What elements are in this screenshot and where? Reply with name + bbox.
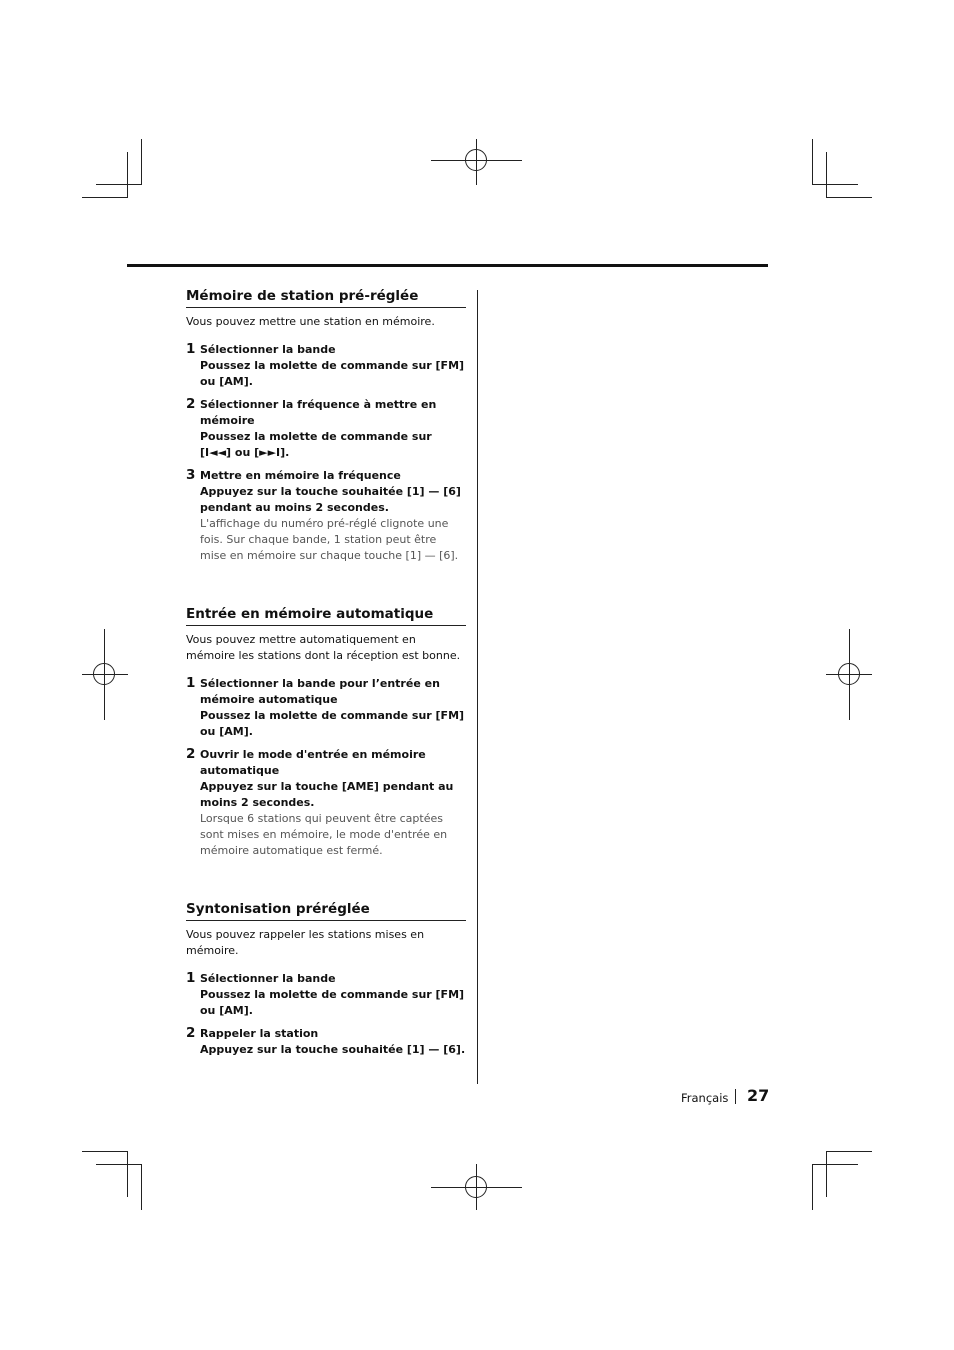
step-action: Appuyez sur la touche souhaitée [1] — [6] pendant au moins 2 secondes. xyxy=(200,485,461,514)
step-title: Mettre en mémoire la fréquence xyxy=(200,469,401,482)
step-number: 2 xyxy=(186,396,196,412)
footer-separator xyxy=(735,1089,736,1104)
page-number: 27 xyxy=(747,1086,770,1105)
step-action: Appuyez sur la touche souhaitée [1] — [6]. xyxy=(200,1043,466,1056)
step-action: Poussez la molette de commande sur [FM] ou [AM]. xyxy=(200,988,465,1017)
step-action: Poussez la molette de commande sur [FM] ou [AM]. xyxy=(200,359,465,388)
section-intro: Vous pouvez mettre automatiquement en mémoire les stations dont la réception est bonne. xyxy=(186,633,461,662)
section-intro: Vous pouvez mettre une station en mémoire. xyxy=(186,315,435,328)
section-heading: Syntonisation préréglée xyxy=(186,901,466,921)
step-note: Lorsque 6 stations qui peuvent être captées sont mises en mémoire, le mode d'entrée en mémoire automatique est fermé. xyxy=(200,812,448,857)
section-auto-memory xyxy=(186,606,466,866)
step-note: L'affichage du numéro pré-réglé clignote une fois. Sur chaque bande, 1 station peut être mise en mémoire sur chaque touche [1] — [6]. xyxy=(200,517,459,562)
step-number: 3 xyxy=(186,467,196,483)
section-heading: Entrée en mémoire automatique xyxy=(186,606,466,626)
step xyxy=(186,468,466,564)
step-action: Appuyez sur la touche [AME] pendant au moins 2 secondes. xyxy=(200,780,454,809)
step-number: 2 xyxy=(186,1025,196,1041)
step-title: Sélectionner la bande xyxy=(200,343,336,356)
step-number: 1 xyxy=(186,341,196,357)
step xyxy=(186,971,466,1019)
step-title: Sélectionner la bande pour l’entrée en mémoire automatique xyxy=(200,677,440,706)
step xyxy=(186,342,466,390)
footer-language: Français xyxy=(681,1091,729,1105)
step-number: 1 xyxy=(186,970,196,986)
step-title: Sélectionner la bande xyxy=(200,972,336,985)
header-rule xyxy=(127,264,768,267)
step-number: 2 xyxy=(186,746,196,762)
step-title: Rappeler la station xyxy=(200,1027,319,1040)
step-title: Ouvrir le mode d'entrée en mémoire automatique xyxy=(200,748,426,777)
section-intro: Vous pouvez rappeler les stations mises en mémoire. xyxy=(186,928,425,957)
step-action: Poussez la molette de commande sur [FM] ou [AM]. xyxy=(200,709,465,738)
step-action: Poussez la molette de commande sur [I◄◄] ou [►►I]. xyxy=(200,430,432,459)
step-title: Sélectionner la fréquence à mettre en mémoire xyxy=(200,398,437,427)
step xyxy=(186,1026,466,1058)
step xyxy=(186,676,466,740)
section-preset-memory xyxy=(186,288,466,571)
step-number: 1 xyxy=(186,675,196,691)
section-preset-tuning xyxy=(186,901,466,1065)
column-divider xyxy=(477,290,478,1084)
step xyxy=(186,397,466,461)
section-heading: Mémoire de station pré-réglée xyxy=(186,288,466,308)
step xyxy=(186,747,466,859)
